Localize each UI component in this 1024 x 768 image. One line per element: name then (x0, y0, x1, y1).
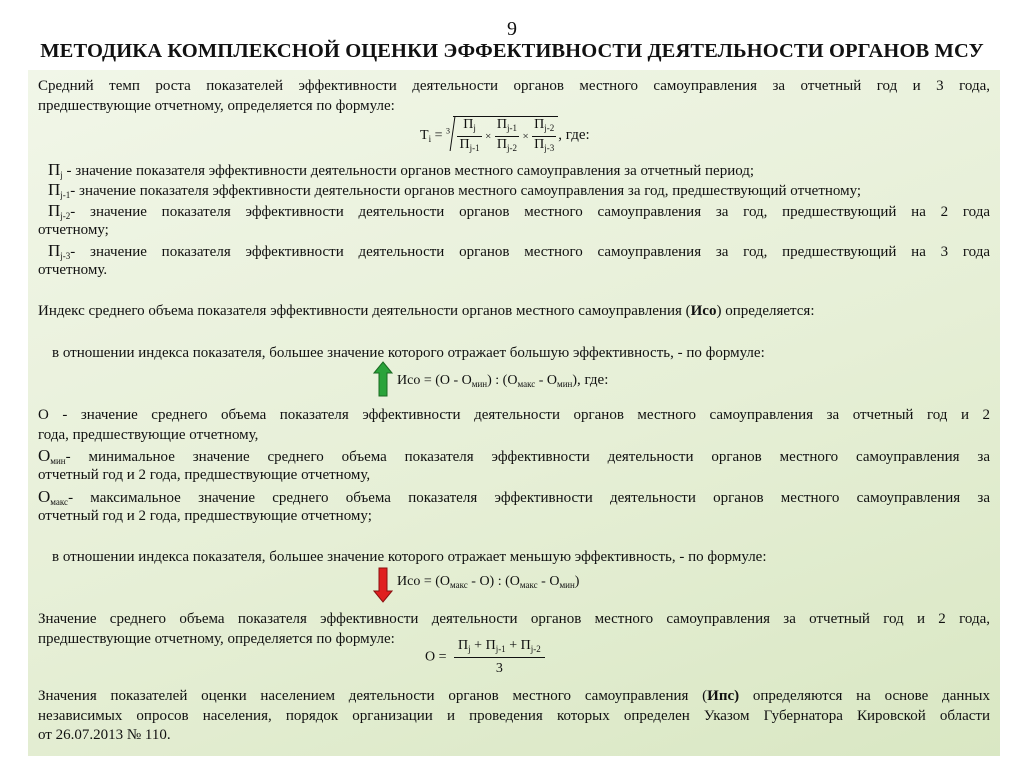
def-pj: $П_j$ - значение показателя эффективности деятельности органов местного самоуправления за отчетный период; (48, 160, 755, 180)
case-up-text: в отношении индекса показателя, большее значение которого отражает большую эффективность, - по формуле: (52, 345, 765, 361)
slide-title: МЕТОДИКА КОМПЛЕКСНОЙ ОЦЕНКИ ЭФФЕКТИВНОСТИ ДЕЯТЕЛЬНОСТИ ОРГАНОВ МСУ (40, 40, 984, 62)
arrow-down-icon (373, 567, 393, 603)
page-number: 9 (507, 18, 517, 40)
def-pj2-cont: отчетному; (38, 222, 109, 238)
def-pj2: $П_{j-2}-$ значение показателя эффективности деятельности органов местного самоуправления за год, предшествующий на 2 года (48, 201, 990, 221)
omax-def-line-2: отчетный год и 2 года, предшествующие отчетному; (38, 508, 372, 524)
intro-line-1: Средний темп роста показателей эффективности деятельности органов местного самоуправления за отчетный год и 3 года, (38, 78, 990, 94)
omax-def-line-1: $О_{макс}-$ максимальное значение среднего объема показателя эффективности деятельности органов местного самоуправления за (38, 487, 990, 507)
avg-text-line-1: Значение среднего объема показателя эффективности деятельности органов местного самоуправления за отчетный год и 2 года, (38, 611, 990, 627)
formula-average: О = $\frac{П_j + П_{j-1} + П_{j-2}}{3}$ (425, 638, 545, 677)
index-line: Индекс среднего объема показателя эффективности деятельности органов местного самоуправления (Исо) определяется: (38, 303, 815, 319)
formula-down: Исо = $(О_{макс} - О)$ : $(О_{макс} - О_{мин})$ (397, 574, 580, 590)
omin-def-line-1: $О_{мин}-$ минимальное значение среднего объема показателя эффективности деятельности органов местного самоуправления за (38, 446, 990, 466)
omin-def-line-2: отчетный год и 2 года, предшествующие отчетному, (38, 467, 371, 483)
case-down-text: в отношении индекса показателя, большее значение которого отражает меньшую эффективность, - по формуле: (52, 549, 767, 565)
final-line-1: Значения показателей оценки населением деятельности органов местного самоуправления (Ипс) определяются на основе данных (38, 688, 990, 704)
avg-text-line-2: предшествующие отчетному, определяется по формуле: (38, 631, 395, 647)
intro-line-2: предшествующие отчетному, определяется по формуле: (38, 98, 395, 114)
def-pj1: $П_{j-1}-$ значение показателя эффективности деятельности органов местного самоуправления за год, предшествующий отчетному; (48, 180, 862, 200)
o-def-line-2: года, предшествующие отчетному, (38, 427, 259, 443)
formula-up: Исо = $(О - О_{мин})$ : $(О_{макс} - О_{мин})$, где: (397, 372, 609, 389)
growth-rate-formula: $Т_i = ^3$ $\frac{П_j}{П_{j-1}}$ × $\frac{П_{j-1}}{П_{j-2}}$ × $\frac{П_{j-2}}{П_{j-3}}$ , где: (420, 116, 590, 156)
def-pj3-cont: отчетному. (38, 262, 108, 278)
final-line-3: от 26.07.2013 № 110. (38, 727, 171, 743)
arrow-up-icon (373, 361, 393, 397)
def-pj3: $П_{j-3}-$ значение показателя эффективности деятельности органов местного самоуправления за год, предшествующий на 3 года (48, 241, 990, 261)
final-line-2: независимых опросов населения, порядок организации и проведения которых определен Указом Губернатора Кировской области (38, 708, 990, 724)
o-def-line-1: О - значение среднего объема показателя эффективности деятельности органов местного самоуправления за отчетный год и 2 (38, 407, 990, 423)
